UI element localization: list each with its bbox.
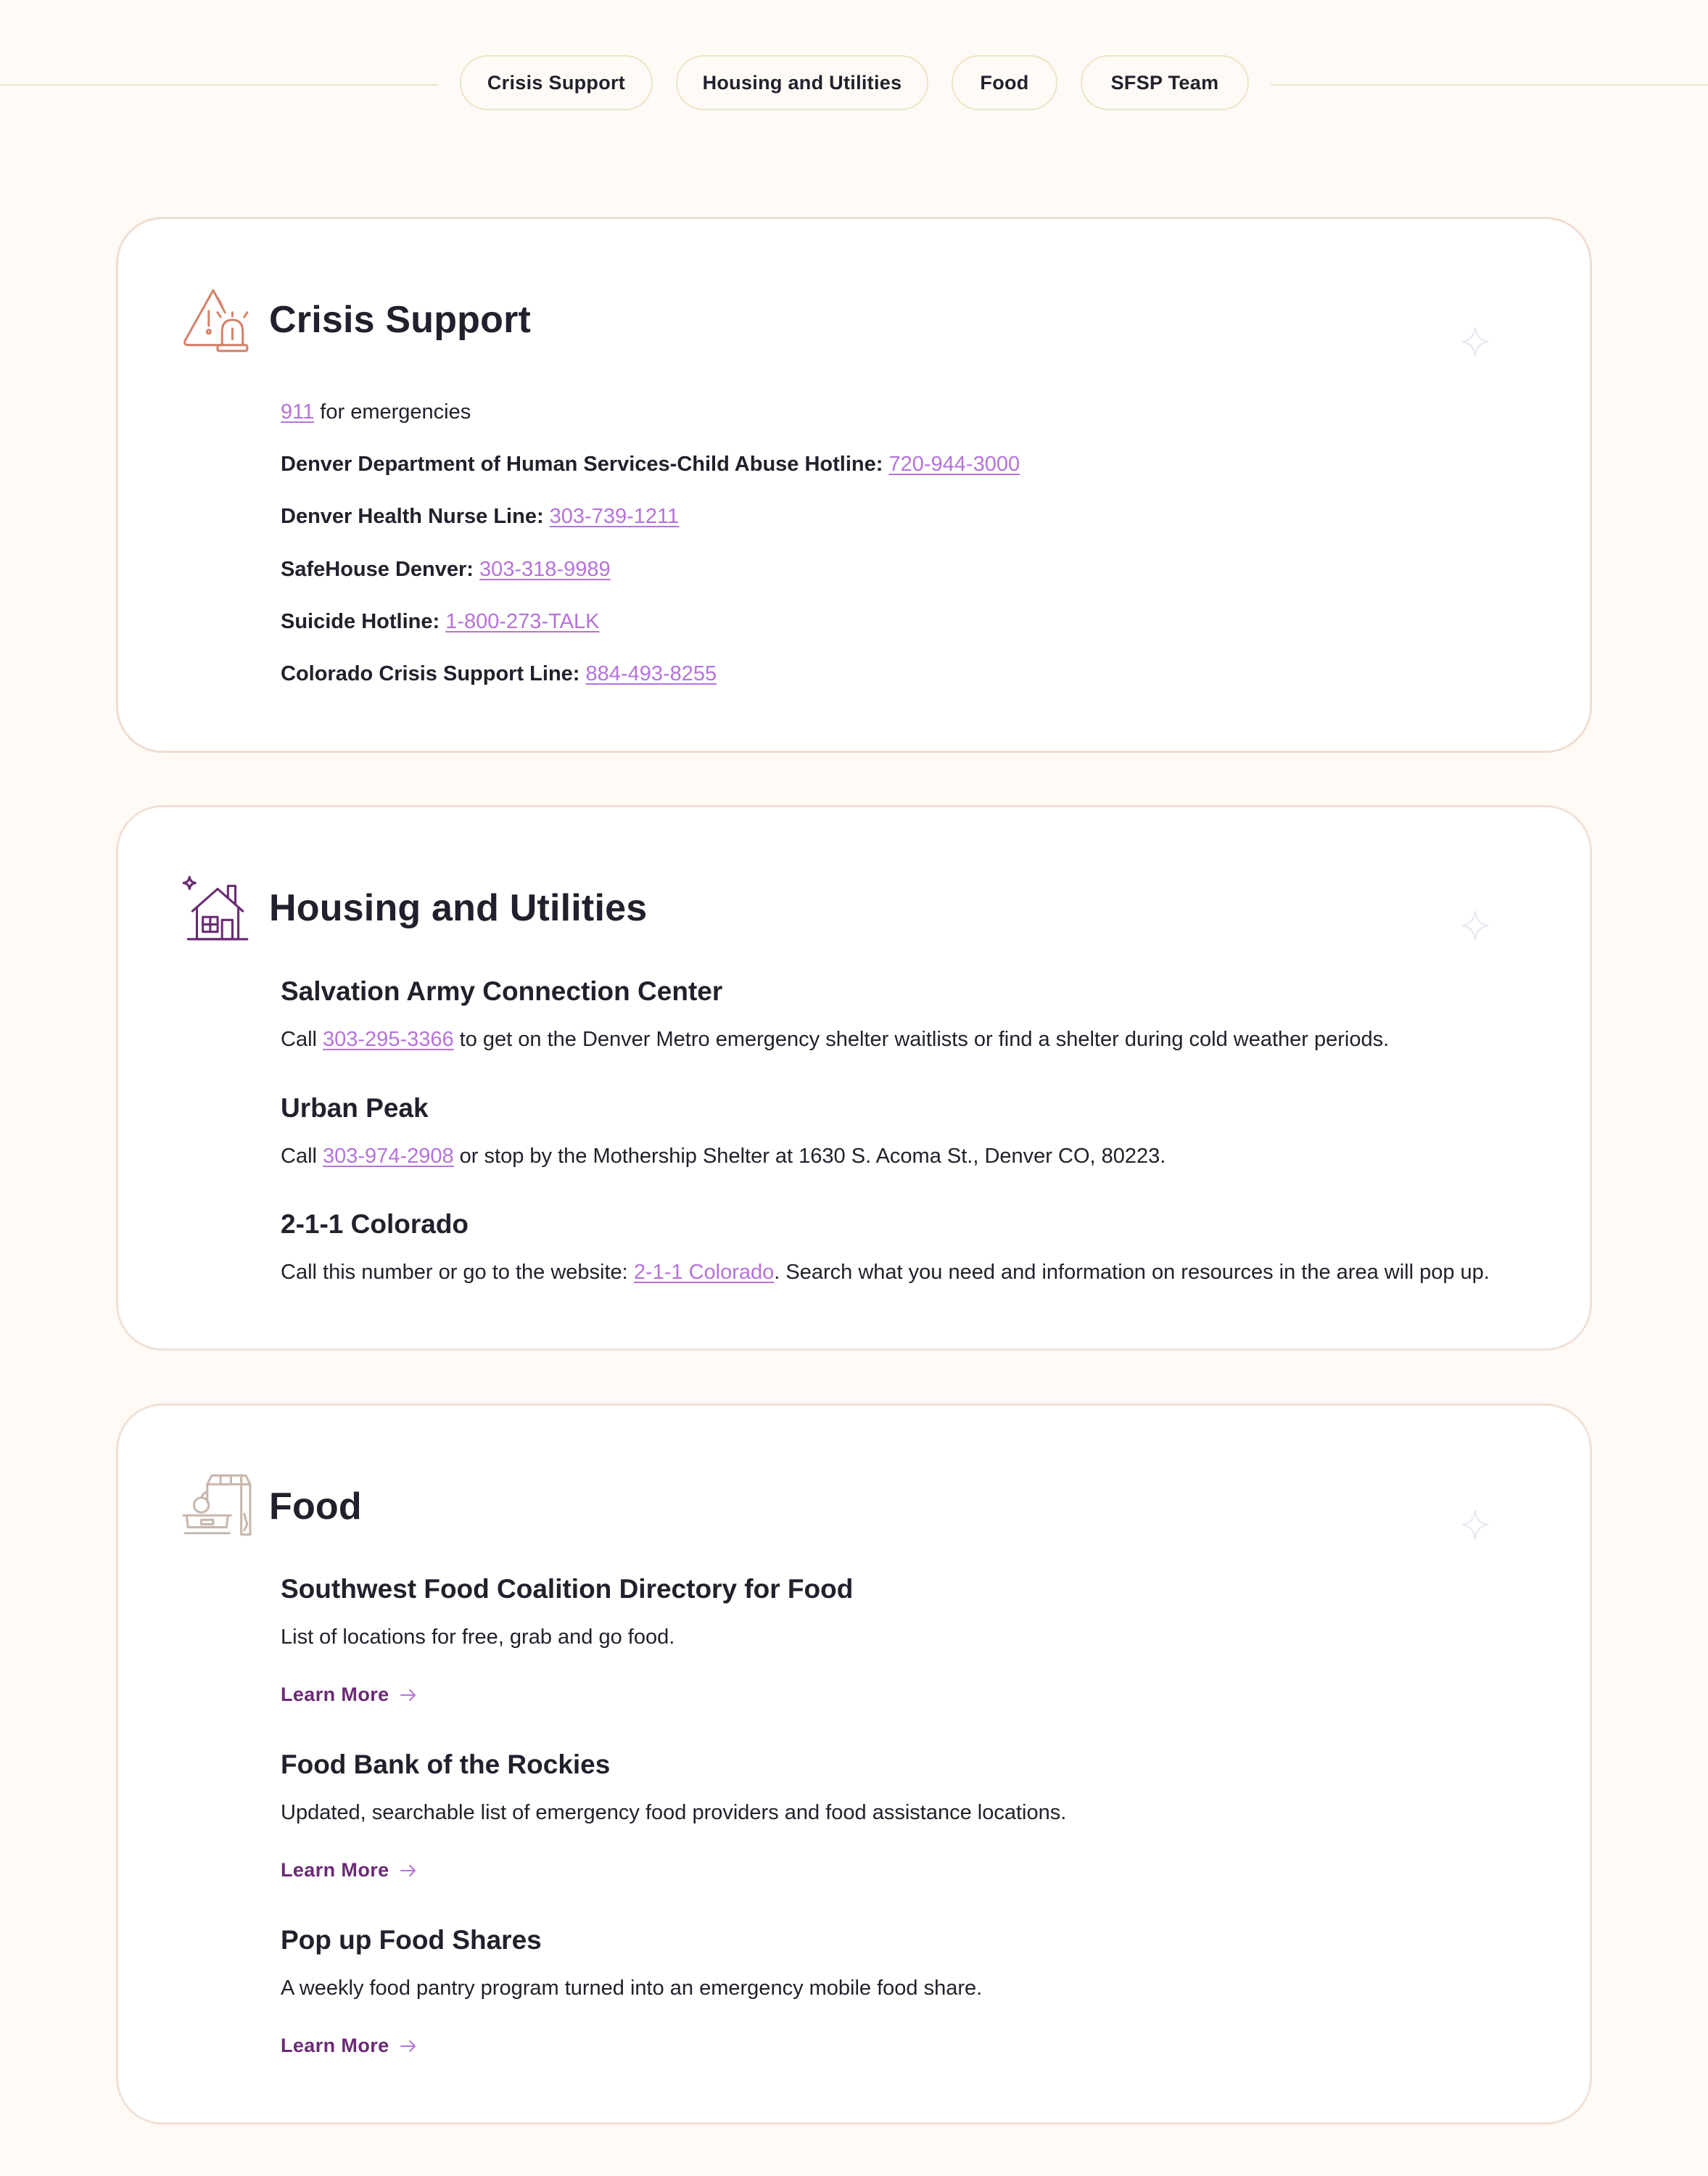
- resource-title: 2-1-1 Colorado: [281, 1209, 469, 1239]
- crisis-support-card: [116, 217, 1592, 753]
- arrow-right-icon: [400, 1689, 417, 1702]
- arrow-right-icon: [400, 1864, 417, 1877]
- hotline-number-link[interactable]: 303-318-9989: [479, 558, 611, 581]
- hotline-colorado-crisis: [281, 662, 717, 686]
- text-segment: Call: [281, 1145, 323, 1168]
- emergency-number-link[interactable]: 911: [281, 400, 315, 424]
- nav-pill-crisis-support[interactable]: Crisis Support: [460, 55, 653, 110]
- nav-pill-food[interactable]: Food: [952, 55, 1057, 110]
- housing-utilities-title: Housing and Utilities: [269, 887, 648, 929]
- food-card: [116, 1404, 1592, 2125]
- hotline-suicide: [281, 610, 599, 634]
- learn-more-link[interactable]: [281, 1859, 417, 1882]
- hotline-label: Denver Department of Human Services-Child Abuse Hotline:: [281, 453, 883, 476]
- hotline-label: Suicide Hotline:: [281, 610, 440, 633]
- learn-more-link[interactable]: [281, 2035, 417, 2057]
- text-segment: Call: [281, 1028, 323, 1051]
- phone-link[interactable]: 303-295-3366: [323, 1028, 454, 1051]
- hotline-label: Colorado Crisis Support Line:: [281, 662, 580, 685]
- hotline-number-link[interactable]: 884-493-8255: [585, 662, 717, 685]
- nav-pill-sfsp-team[interactable]: SFSP Team: [1081, 55, 1249, 110]
- housing-utilities-header: [179, 871, 647, 945]
- learn-more-label: Learn More: [281, 1683, 389, 1705]
- sparkle-icon: [1461, 326, 1490, 358]
- hotline-number-link[interactable]: 1-800-273-TALK: [445, 610, 600, 633]
- sparkle-icon: [1461, 1509, 1490, 1541]
- hotline-child-abuse: [281, 453, 1020, 477]
- resource-title: Food Bank of the Rockies: [281, 1750, 611, 1779]
- food-title: Food: [269, 1485, 362, 1528]
- website-link[interactable]: 2-1-1 Colorado: [633, 1261, 775, 1284]
- emergency-line: [281, 400, 471, 424]
- nav-divider-right: [1271, 84, 1708, 86]
- resource-description: [281, 1261, 1490, 1285]
- crisis-support-title: Crisis Support: [269, 299, 532, 341]
- hotline-safehouse: [281, 558, 611, 582]
- housing-utilities-card: [116, 805, 1592, 1351]
- hotline-nurse-line: [281, 505, 679, 529]
- learn-more-label: Learn More: [281, 1859, 389, 1881]
- resource-title: Pop up Food Shares: [281, 1925, 542, 1955]
- food-header: [179, 1470, 362, 1544]
- hotline-label: Denver Health Nurse Line:: [281, 505, 544, 528]
- house-icon: [179, 871, 253, 945]
- resource-description: A weekly food pantry program turned into an emergency mobile food share.: [281, 1977, 983, 2000]
- food-bag-icon: [179, 1470, 253, 1544]
- resource-title: Southwest Food Coalition Directory for Food: [281, 1574, 854, 1604]
- hotline-number-link[interactable]: 720-944-3000: [888, 453, 1020, 476]
- arrow-right-icon: [400, 2040, 417, 2053]
- learn-more-link[interactable]: [281, 1683, 417, 1706]
- alarm-warning-icon: [179, 283, 253, 357]
- resource-description: [281, 1028, 1389, 1052]
- resource-description: [281, 1145, 1166, 1169]
- resource-description: Updated, searchable list of emergency food providers and food assistance locations.: [281, 1801, 1067, 1824]
- resource-description: List of locations for free, grab and go food.: [281, 1625, 675, 1649]
- text-segment: to get on the Denver Metro emergency shelter waitlists or find a shelter during cold weather periods.: [453, 1028, 1390, 1051]
- nav-divider-left: [0, 84, 437, 86]
- crisis-support-header: [179, 283, 531, 357]
- resource-title: Urban Peak: [281, 1093, 429, 1123]
- emergency-text: for emergencies: [314, 400, 471, 424]
- text-segment: . Search what you need and information on resources in the area will pop up.: [774, 1261, 1490, 1284]
- text-segment: Call this number or go to the website:: [281, 1261, 634, 1284]
- learn-more-label: Learn More: [281, 2035, 389, 2056]
- sparkle-icon: [1461, 910, 1490, 941]
- phone-link[interactable]: 303-974-2908: [323, 1145, 454, 1168]
- resource-title: Salvation Army Connection Center: [281, 976, 723, 1006]
- hotline-label: SafeHouse Denver:: [281, 558, 474, 581]
- text-segment: or stop by the Mothership Shelter at 1630 S. Acoma St., Denver CO, 80223.: [453, 1145, 1166, 1168]
- nav-pills: [460, 55, 1249, 110]
- hotline-number-link[interactable]: 303-739-1211: [549, 505, 680, 528]
- nav-pill-housing-utilities[interactable]: Housing and Utilities: [676, 55, 928, 110]
- section-nav: [0, 55, 1708, 113]
